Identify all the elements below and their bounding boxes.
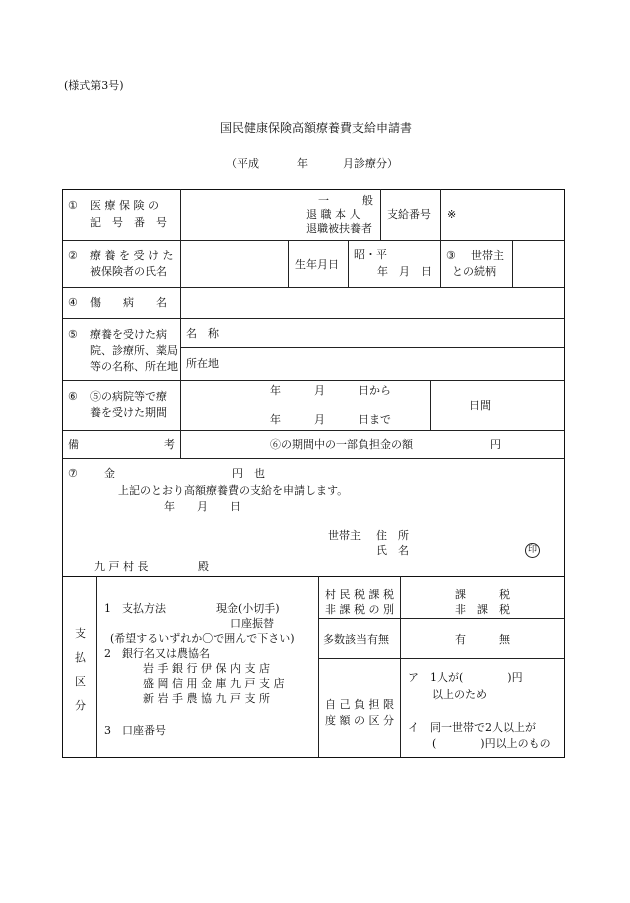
account-number-label: 3 口座番号 [104, 724, 166, 737]
payment-method-note: (希望するいずれか〇で囲んで下さい) [110, 632, 295, 645]
remarks-label-left: 備 [68, 438, 79, 451]
insurance-number-label-2: 記 号 番 号 [90, 216, 167, 229]
form-number: (様式第3号) [64, 79, 124, 92]
patient-name-label-2: 被保険者の氏名 [90, 265, 167, 278]
row1-number: ① [68, 199, 78, 212]
bank-name-label: 2 銀行名又は農協名 [104, 647, 210, 660]
birth-date-label: 生年月日 [295, 258, 339, 271]
payment-side-label-4: 分 [75, 699, 86, 712]
disease-name-label: 傷 病 名 [90, 296, 167, 309]
hospital-label-1: 療養を受けた病 [90, 328, 167, 341]
addressee: 九 戸 村 長 [94, 560, 149, 573]
amount-suffix: 円 也 [232, 467, 265, 480]
birth-date-units: 年 月 日 [377, 265, 432, 278]
hospital-name-label: 名 称 [186, 327, 219, 340]
row4-number: ④ [68, 296, 78, 309]
multiple-applicable-value: 有 無 [455, 633, 510, 646]
bank-option-1: 岩 手 銀 行 伊 保 内 支 店 [143, 662, 270, 675]
remarks-label-right: 考 [164, 438, 175, 451]
tax-status-label-2: 非 課 税 の 別 [325, 603, 394, 616]
period-month: 月診療分） [343, 157, 398, 170]
payment-side-label-2: 払 [75, 651, 86, 664]
insurance-number-label-1: 医 療 保 険 の [90, 199, 159, 212]
period-open: （平成 [226, 157, 259, 170]
patient-name-label-1: 療 養 を 受 け た [90, 249, 174, 262]
multiple-applicable-label: 多数該当有無 [323, 633, 389, 646]
period-from: 年 月 日から [270, 384, 391, 397]
tax-status-label-1: 村 民 税 課 税 [325, 588, 394, 601]
row2-number: ② [68, 249, 78, 262]
tax-status-nontaxed: 非 課 税 [455, 603, 510, 616]
payment-method-transfer: 口座振替 [230, 617, 274, 630]
type-retired: 退 職 本 人 [306, 208, 361, 221]
period-label-1: ⑤の病院等で療 [90, 390, 167, 403]
payment-side-label-1: 支 [75, 627, 86, 640]
payment-method-label: 1 支払方法 [104, 602, 166, 615]
limit-category-label-1: 自 己 負 担 限 [325, 698, 394, 711]
tax-status-taxed: 課 税 [455, 588, 510, 601]
relationship-label-1: 世帯主 [471, 249, 504, 262]
hospital-label-3: 等の名称、所在地 [90, 360, 178, 373]
request-date: 年 月 日 [164, 500, 241, 513]
period-to: 年 月 日まで [270, 413, 391, 426]
hospital-address-label: 所在地 [186, 357, 219, 370]
copay-amount-label: ⑥の期間中の一部負担金の額 [270, 438, 413, 451]
payment-number-mark: ※ [447, 208, 457, 221]
period-days: 日間 [469, 399, 491, 412]
period-year: 年 [297, 157, 308, 170]
limit-option-a-1: ア 1人が( )円 [408, 671, 523, 684]
form-title: 国民健康保険高額療養費支給申請書 [220, 121, 413, 135]
period-label-2: 養を受けた期間 [90, 406, 167, 419]
addressee-honorific: 殿 [198, 560, 209, 573]
row5-number: ⑤ [68, 328, 78, 341]
applicant-address-label: 住 所 [376, 529, 409, 542]
bank-option-3: 新 岩 手 農 協 九 戸 支 所 [143, 692, 270, 705]
seal-mark: 印 [525, 543, 540, 558]
type-retired-dependent: 退職被扶養者 [306, 222, 372, 235]
row7-number: ⑦ [68, 467, 78, 480]
type-general: 一 般 [318, 194, 373, 207]
applicant-name-label: 氏 名 [376, 544, 409, 557]
payment-side-label-3: 区 [75, 675, 86, 688]
limit-option-i-1: イ 同一世帯で2人以上が [408, 721, 536, 734]
copay-yen: 円 [490, 438, 501, 451]
hospital-label-2: 院、診療所、薬局 [90, 344, 178, 357]
bank-option-2: 盛 岡 信 用 金 庫 九 戸 支 店 [143, 677, 285, 690]
request-statement: 上記のとおり高額療養費の支給を申請します。 [118, 484, 349, 497]
birth-era: 昭・平 [354, 248, 387, 261]
applicant-label: 世帯主 [328, 529, 361, 542]
row3-number: ③ [446, 249, 456, 262]
limit-category-label-2: 度 額 の 区 分 [325, 714, 394, 727]
limit-option-a-2: 以上のため [432, 688, 487, 701]
payment-method-cash: 現金(小切手) [216, 602, 280, 615]
limit-option-i-2: ( )円以上のもの [432, 737, 551, 750]
amount-label: 金 [104, 467, 115, 480]
payment-number-label: 支給番号 [387, 208, 431, 221]
row6-number: ⑥ [68, 390, 78, 403]
relationship-label-2: との続柄 [452, 265, 496, 278]
